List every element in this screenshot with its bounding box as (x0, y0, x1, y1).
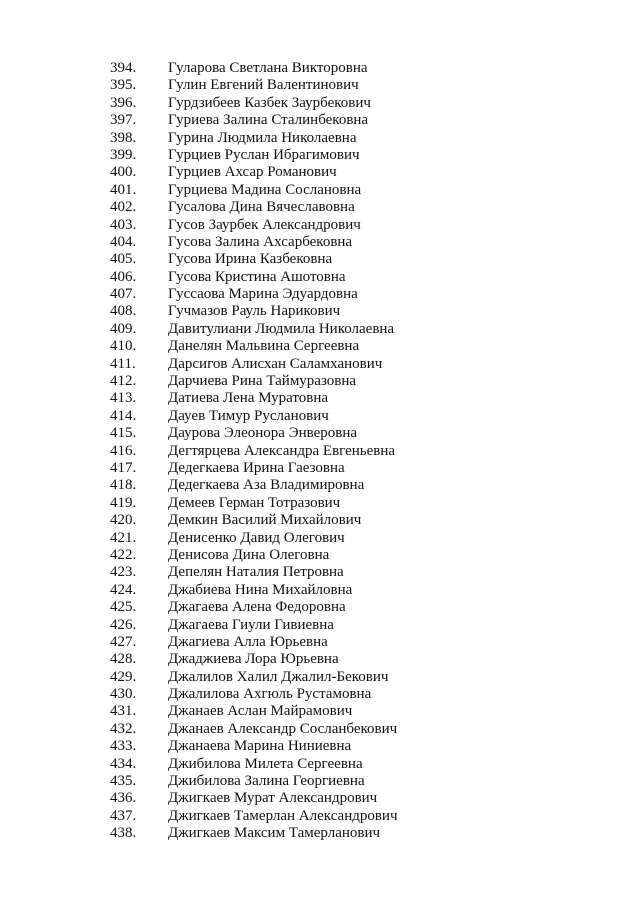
list-item (110, 77, 398, 94)
entry-number: 399. (110, 146, 137, 163)
list-item (110, 703, 398, 720)
list-item (110, 651, 398, 668)
entry-name: Дарсигов Алисхан Саламханович (168, 355, 383, 372)
entry-number: 438. (110, 825, 137, 842)
entry-number: 396. (110, 94, 137, 111)
entry-name: Джигкаев Тамерлан Александрович (168, 807, 398, 824)
entry-number: 425. (110, 599, 137, 616)
entry-number: 436. (110, 790, 137, 807)
list-item (110, 199, 398, 216)
entry-name: Депелян Наталия Петровна (168, 564, 344, 581)
list-item (110, 686, 398, 703)
entry-name: Денисова Дина Олеговна (168, 546, 330, 563)
entry-number: 424. (110, 581, 137, 598)
entry-number: 403. (110, 216, 137, 233)
entry-number: 419. (110, 494, 137, 511)
list-item (110, 669, 398, 686)
entry-number: 397. (110, 112, 137, 129)
entry-number: 395. (110, 77, 137, 94)
entry-name: Датиева Лена Муратовна (168, 390, 329, 407)
entry-name: Джибилова Милета Сергеевна (168, 755, 363, 772)
entry-number: 432. (110, 720, 137, 737)
list-item (110, 390, 398, 407)
entry-name: Давитулиани Людмила Николаевна (168, 320, 395, 337)
list-item (110, 425, 398, 442)
entry-name: Джанаева Марина Ниниевна (168, 738, 352, 755)
list-item (110, 721, 398, 738)
entry-name: Дедегкаева Ирина Гаезовна (168, 459, 345, 476)
entry-number: 434. (110, 755, 137, 772)
list-item (110, 408, 398, 425)
entry-name: Джанаев Александр Сосланбекович (168, 720, 398, 737)
list-item (110, 756, 398, 773)
entry-name: Гуссаова Марина Эдуардовна (168, 286, 358, 303)
list-item (110, 269, 398, 286)
entry-name: Джанаев Аслан Майрамович (168, 703, 353, 720)
entry-number: 407. (110, 286, 137, 303)
entry-number: 410. (110, 338, 137, 355)
list-item (110, 530, 398, 547)
entry-name: Дедегкаева Аза Владимировна (168, 477, 365, 494)
entry-number: 428. (110, 651, 137, 668)
entry-number: 416. (110, 442, 137, 459)
entry-name: Гусова Залина Ахсарбековна (168, 233, 353, 250)
entry-number: 401. (110, 181, 137, 198)
entry-number: 408. (110, 303, 137, 320)
entry-name: Гусова Ирина Казбековна (168, 251, 333, 268)
entry-number: 413. (110, 390, 137, 407)
entry-number: 412. (110, 373, 137, 390)
entry-number: 409. (110, 320, 137, 337)
entry-name: Джаджиева Лора Юрьевна (168, 651, 339, 668)
list-item (110, 808, 398, 825)
list-item (110, 495, 398, 512)
entry-name: Гучмазов Рауль Нарикович (168, 303, 341, 320)
entry-number: 426. (110, 616, 137, 633)
list-item (110, 373, 398, 390)
entry-name: Джагаева Алена Федоровна (168, 599, 346, 616)
entry-name: Даурова Элеонора Энверовна (168, 425, 358, 442)
list-item (110, 147, 398, 164)
entry-number: 418. (110, 477, 137, 494)
entry-name: Джигкаев Максим Тамерланович (168, 825, 381, 842)
entry-number: 435. (110, 773, 137, 790)
list-item (110, 512, 398, 529)
entry-name: Джалилов Халил Джалил-Бекович (168, 668, 389, 685)
entry-name: Джабиева Нина Михайловна (168, 581, 353, 598)
list-item (110, 825, 398, 842)
entry-number: 427. (110, 633, 137, 650)
list-item (110, 634, 398, 651)
list-item (110, 738, 398, 755)
list-item (110, 547, 398, 564)
entry-number: 411. (110, 355, 136, 372)
entry-number: 422. (110, 546, 137, 563)
list-item (110, 790, 398, 807)
entry-name: Гурциев Ахсар Романович (168, 164, 337, 181)
entry-number: 437. (110, 807, 137, 824)
list-item (110, 443, 398, 460)
entry-number: 430. (110, 686, 137, 703)
entry-name: Гурина Людмила Николаевна (168, 129, 357, 146)
name-list (110, 60, 398, 843)
entry-name: Гусалова Дина Вячеславовна (168, 199, 355, 216)
entry-number: 394. (110, 60, 137, 76)
list-item (110, 112, 398, 129)
entry-name: Джагиева Алла Юрьевна (168, 633, 328, 650)
entry-name: Джибилова Залина Георгиевна (168, 773, 365, 790)
list-item (110, 303, 398, 320)
list-item (110, 321, 398, 338)
list-item (110, 477, 398, 494)
entry-number: 415. (110, 425, 137, 442)
entry-number: 402. (110, 199, 137, 216)
list-item (110, 599, 398, 616)
entry-number: 417. (110, 459, 137, 476)
entry-number: 420. (110, 512, 137, 529)
entry-name: Гусов Заурбек Александрович (168, 216, 361, 233)
entry-name: Демкин Василий Михайлович (168, 512, 362, 529)
entry-name: Гурдзибеев Казбек Заурбекович (168, 94, 371, 111)
entry-number: 431. (110, 703, 137, 720)
entry-name: Дауев Тимур Русланович (168, 407, 329, 424)
entry-number: 406. (110, 268, 137, 285)
entry-number: 421. (110, 529, 137, 546)
list-item (110, 130, 398, 147)
list-item (110, 234, 398, 251)
entry-name: Джагаева Гиули Гивиевна (168, 616, 334, 633)
entry-name: Демеев Герман Тотразович (168, 494, 341, 511)
list-item (110, 164, 398, 181)
entry-name: Гулин Евгений Валентинович (168, 77, 359, 94)
entry-name: Дарчиева Рина Таймуразовна (168, 373, 357, 390)
list-item (110, 338, 398, 355)
list-item (110, 564, 398, 581)
list-item (110, 286, 398, 303)
list-item (110, 582, 398, 599)
list-item (110, 95, 398, 112)
list-item (110, 356, 398, 373)
entry-name: Дегтярцева Александра Евгеньевна (168, 442, 396, 459)
entry-name: Гусова Кристина Ашотовна (168, 268, 346, 285)
entry-number: 433. (110, 738, 137, 755)
entry-name: Джалилова Ахгюль Рустамовна (168, 686, 372, 703)
list-item (110, 60, 398, 77)
entry-name: Гурциева Мадина Сослановна (168, 181, 362, 198)
list-item (110, 217, 398, 234)
entry-number: 398. (110, 129, 137, 146)
list-item (110, 460, 398, 477)
entry-name: Денисенко Давид Олегович (168, 529, 345, 546)
list-item (110, 773, 398, 790)
list-item (110, 182, 398, 199)
list-item (110, 251, 398, 268)
entry-name: Гурциев Руслан Ибрагимович (168, 146, 360, 163)
entry-name: Гуларова Светлана Викторовна (168, 60, 368, 76)
entry-number: 400. (110, 164, 137, 181)
entry-number: 423. (110, 564, 137, 581)
entry-number: 414. (110, 407, 137, 424)
entry-number: 404. (110, 233, 137, 250)
entry-name: Данелян Мальвина Сергеевна (168, 338, 360, 355)
entry-number: 429. (110, 668, 137, 685)
entry-name: Гуриева Залина Сталинбековна (168, 112, 369, 129)
entry-name: Джигкаев Мурат Александрович (168, 790, 378, 807)
entry-number: 405. (110, 251, 137, 268)
list-item (110, 617, 398, 634)
